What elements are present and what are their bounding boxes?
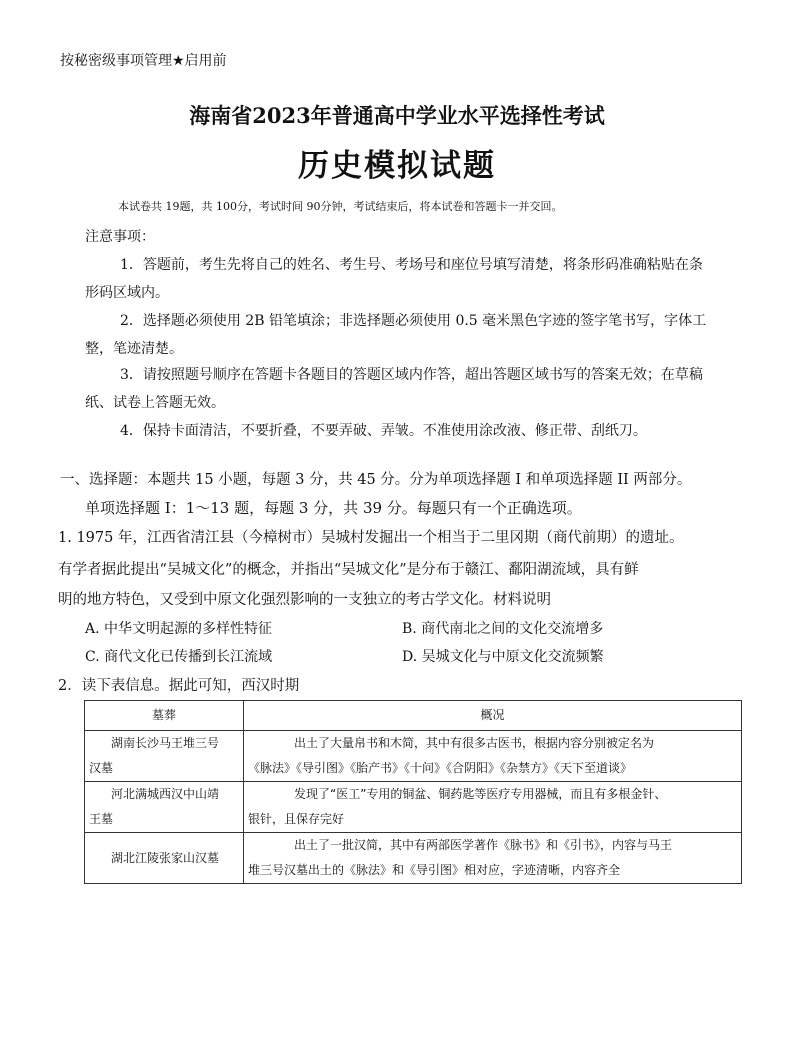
- q1-option-a: A. 中华文明起源的多样性特征: [85, 621, 273, 637]
- overview-text: 堆三号汉墓出土的《脉法》和《导引图》相对应，字迹清晰，内容齐全: [248, 863, 621, 877]
- notice-line: 形码区域内。: [85, 285, 169, 301]
- tomb-cell: [85, 833, 244, 884]
- subsection-heading: 单项选择题 I：1～13 题，每题 3 分，共 39 分。每题只有一个正确选项。: [85, 499, 582, 517]
- notice-line: 3．请按照题号顺序在答题卡各题目的答题区域内作答，超出答题区域书写的答案无效；在草稿: [120, 367, 703, 383]
- exam-title: 海南省2023年普通高中学业水平选择性考试: [189, 103, 605, 128]
- tomb-name: 湖南长沙马王堆三号: [111, 736, 220, 750]
- notice-line: 整，笔迹清楚。: [85, 341, 183, 357]
- overview-text: 出土了大量帛书和木简，其中有很多古医书，根据内容分别被定名为: [294, 736, 655, 750]
- tomb-name: 王墓: [89, 812, 114, 826]
- notice-line: 2．选择题必须使用 2B 铅笔填涂；非选择题必须使用 0.5 毫米黑色字迹的签字笔书写，字体工: [120, 313, 707, 329]
- q1-option-b: B. 商代南北之间的文化交流增多: [402, 621, 604, 637]
- tomb-cell: [85, 782, 244, 833]
- overview-text: 银针，且保存完好: [248, 812, 345, 826]
- secret-mark: 按秘密级事项管理★启用前: [60, 53, 227, 69]
- notice-heading: 注意事项：: [85, 229, 155, 245]
- question-2-stem: 2．读下表信息。据此可知，西汉时期: [58, 678, 300, 694]
- table-row: [85, 731, 742, 782]
- section-heading: 一、选择题：本题共 15 小题，每题 3 分，共 45 分。分为单项选择题 I 和单项选择题 II 两部分。: [60, 472, 692, 488]
- table-header-row: [85, 701, 742, 731]
- q1-option-c: C. 商代文化已传播到长江流域: [85, 649, 273, 665]
- overview-cell: [244, 833, 742, 884]
- exam-subtitle: 历史模拟试题: [298, 148, 496, 184]
- tomb-cell: [85, 731, 244, 782]
- overview-cell: [244, 782, 742, 833]
- table-row: [85, 833, 742, 884]
- tomb-name: 湖北江陵张家山汉墓: [111, 850, 220, 865]
- overview-text: 出土了一批汉简，其中有两部医学著作《脉书》和《引书》，内容与马王: [294, 838, 673, 852]
- overview-text: 《脉法》《导引图》《胎产书》《十问》《合阴阳》《杂禁方》《天下至道谈》: [248, 761, 633, 775]
- question-1-line: 明的地方特色，又受到中原文化强烈影响的一支独立的考古学文化。材料说明: [58, 592, 551, 608]
- q1-option-d: D. 吴城文化与中原文化交流频繁: [402, 649, 604, 665]
- question-1-line: 有学者据此提出“吴城文化”的概念，并指出“吴城文化”是分布于赣江、鄱阳湖流域，具有鲜: [58, 562, 639, 578]
- notice-line: 4．保持卡面清洁，不要折叠，不要弄破、弄皱。不准使用涂改液、修正带、刮纸刀。: [120, 423, 647, 439]
- q2-info-table: [84, 700, 742, 884]
- table-header-overview: 概况: [244, 701, 742, 731]
- tomb-name: 河北满城西汉中山靖: [111, 787, 220, 801]
- question-1-line: 1. 1975 年，江西省清江县（今樟树市）吴城村发掘出一个相当于二里冈期（商代前期）的遗址。: [58, 530, 684, 546]
- notice-line: 1．答题前，考生先将自己的姓名、考生号、考场号和座位号填写清楚，将条形码准确粘贴在条: [120, 257, 703, 273]
- table-row: [85, 782, 742, 833]
- notice-line: 纸、试卷上答题无效。: [85, 395, 225, 411]
- exam-note: 本试卷共 19题，共 100分，考试时间 90分钟，考试结束后，将本试卷和答题卡一并交回。: [118, 200, 563, 213]
- overview-cell: [244, 731, 742, 782]
- overview-text: 发现了“医工”专用的铜盆、铜药匙等医疗专用器械，而且有多根金针、: [294, 787, 667, 801]
- tomb-name: 汉墓: [89, 761, 114, 775]
- table-header-tomb: 墓葬: [85, 701, 244, 731]
